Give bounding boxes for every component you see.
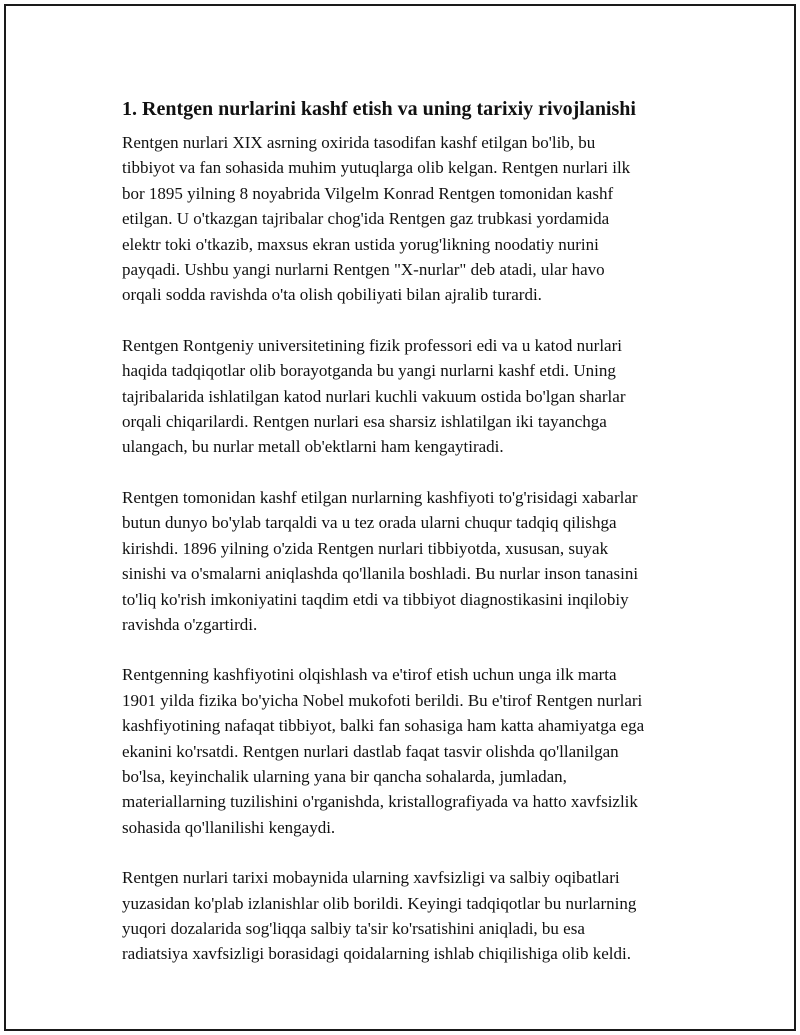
paragraph-nobel-prize: Rentgenning kashfiyotini olqishlash va e'tirof etish uchun unga ilk marta 1901 yilda fizika bo'yicha Nobel mukofoti berildi. Bu e'tirof Rentgen nurlari kashfiyotining nafaqat tibbiyot, balki fan sohasiga ham katta ahamiyatga ega ekanini ko'rsatdi. Rentgen nurlari dastlab faqat tasvir olishda qo'llanilgan bo'lsa, keyinchalik ularning yana bir qancha sohalarda, jumladan, materiallarning tuzilishini o'rganishda, kristallografiyada va hatto xavfsizlik sohasida qo'llanilishi kengaydi.	[122, 665, 645, 837]
paragraph-discovery: Rentgen nurlari XIX asrning oxirida tasodifan kashf etilgan bo'lib, bu tibbiyot va fan sohasida muhim yutuqlarga olib kelgan. Rentgen nurlari ilk bor 1895 yilning 8 noyabrida Vilgelm Konrad Rentgen tomonidan kashf etilgan. U o'tkazgan tajribalar chog'ida Rentgen gaz trubkasi yordamida elektr toki o'tkazib, maxsus ekran ustida yorug'likning noodatiy nurini payqadi. Ushbu yangi nurlarni Rentgen "X-nurlar" deb atadi, ular havo orqali sodda ravishda o'ta olish qobiliyati bilan ajralib turardi.	[122, 133, 631, 305]
document-title: 1. Rentgen nurlarini kashf etish va uning tarixiy rivojlanishi	[122, 98, 636, 120]
page-border	[4, 4, 796, 1031]
paragraph-cathode-rays: Rentgen Rontgeniy universitetining fizik professori edi va u katod nurlari haqida tadqiqotlar olib borayotganda bu yangi nurlarni kashf etdi. Uning tajribalarida ishlatilgan katod nurlari kuchli vakuum ostida bo'lgan sharlar orqali chiqarilardi. Rentgen nurlari esa sharsiz ishlatilgan iki tayanchga ulangach, bu nurlar metall ob'ektlarni ham kengaytiradi.	[122, 335, 626, 457]
paragraph-safety: Rentgen nurlari tarixi mobaynida ularning xavfsizligi va salbiy oqibatlari yuzasidan ko'plab izlanishlar olib borildi. Keyingi tadqiqotlar bu nurlarning yuqori dozalarida sog'liqqa salbiy ta'sir ko'rsatishini aniqladi, bu esa radiatsiya xavfsizligi borasidagi qoidalarning ishlab chiqilishiga olib keldi.	[122, 868, 637, 964]
paragraph-medical-use: Rentgen tomonidan kashf etilgan nurlarning kashfiyoti to'g'risidagi xabarlar butun dunyo bo'ylab tarqaldi va u tez orada ularni chuqur tadqiq qilishga kirishdi. 1896 yilning o'zida Rentgen nurlari tibbiyotda, xususan, suyak sinishi va o'smalarni aniqlashda qo'llanila boshladi. Bu nurlar inson tanasini to'liq ko'rish imkoniyatini taqdim etdi va tibbiyot diagnostikasini inqilobiy ravishda o'zgartirdi.	[122, 487, 639, 634]
document-body	[122, 96, 702, 992]
